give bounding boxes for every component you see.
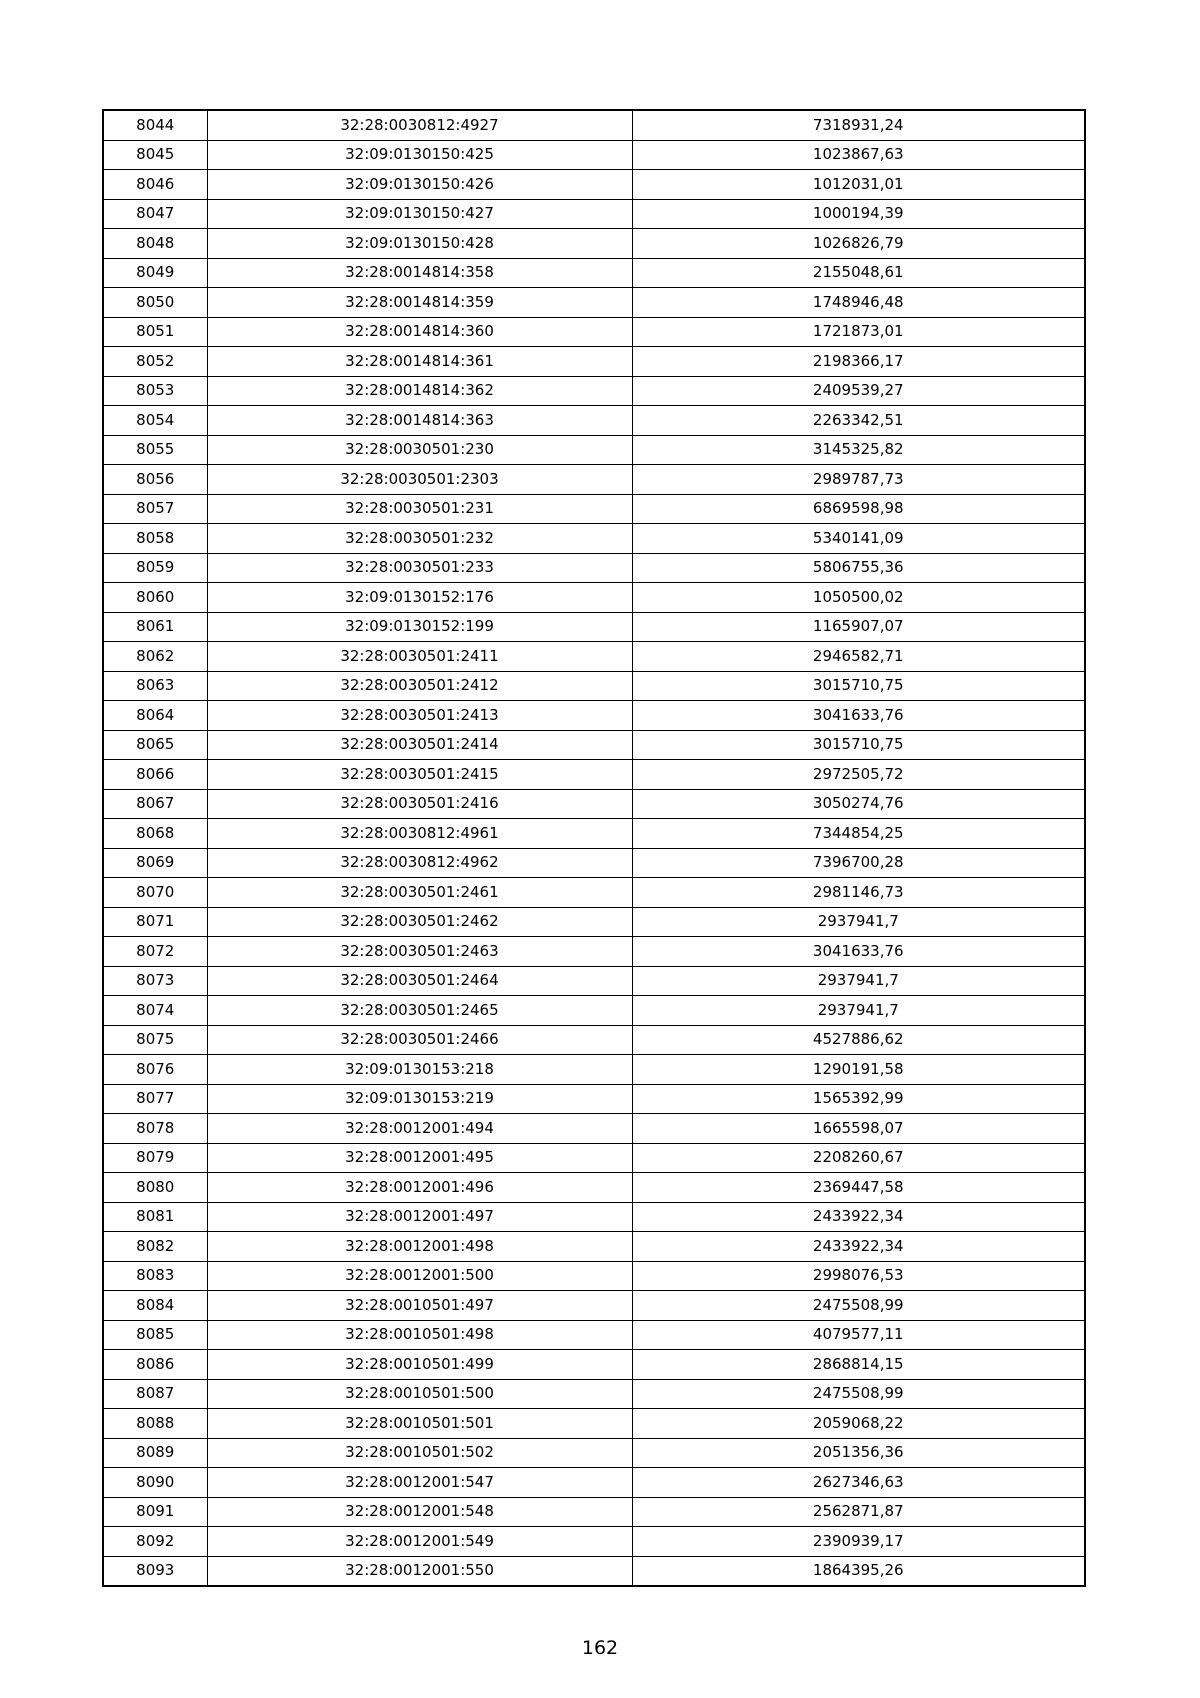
row-number-cell: 8055 — [103, 435, 207, 465]
cadastral-number-cell: 32:28:0030812:4927 — [207, 110, 632, 140]
cadastral-number-cell: 32:28:0030501:2412 — [207, 671, 632, 701]
row-number-cell: 8046 — [103, 170, 207, 200]
table-row — [103, 435, 1085, 465]
table-row — [103, 1527, 1085, 1557]
row-number-cell: 8088 — [103, 1409, 207, 1439]
cadastral-number-cell: 32:28:0030501:2413 — [207, 701, 632, 731]
cadastral-number-cell: 32:09:0130150:427 — [207, 199, 632, 229]
value-cell: 1165907,07 — [632, 612, 1085, 642]
row-number-cell: 8085 — [103, 1320, 207, 1350]
table-row — [103, 1497, 1085, 1527]
table-row — [103, 1291, 1085, 1321]
table-row — [103, 907, 1085, 937]
row-number-cell: 8066 — [103, 760, 207, 790]
value-cell: 2198366,17 — [632, 347, 1085, 377]
value-cell: 2390939,17 — [632, 1527, 1085, 1557]
row-number-cell: 8062 — [103, 642, 207, 672]
table-row — [103, 1468, 1085, 1498]
row-number-cell: 8053 — [103, 376, 207, 406]
row-number-cell: 8065 — [103, 730, 207, 760]
row-number-cell: 8060 — [103, 583, 207, 613]
cadastral-number-cell: 32:09:0130152:199 — [207, 612, 632, 642]
value-cell: 4079577,11 — [632, 1320, 1085, 1350]
row-number-cell: 8048 — [103, 229, 207, 259]
row-number-cell: 8050 — [103, 288, 207, 318]
table-row — [103, 819, 1085, 849]
table-row — [103, 170, 1085, 200]
cadastral-number-cell: 32:28:0030501:2464 — [207, 966, 632, 996]
value-cell: 2263342,51 — [632, 406, 1085, 436]
row-number-cell: 8082 — [103, 1232, 207, 1262]
table-row — [103, 465, 1085, 495]
cadastral-number-cell: 32:28:0030501:2411 — [207, 642, 632, 672]
table-row — [103, 996, 1085, 1026]
value-cell: 3015710,75 — [632, 730, 1085, 760]
table-row — [103, 1379, 1085, 1409]
cadastral-number-cell: 32:09:0130150:428 — [207, 229, 632, 259]
table-row — [103, 1084, 1085, 1114]
row-number-cell: 8044 — [103, 110, 207, 140]
table-row — [103, 1350, 1085, 1380]
row-number-cell: 8080 — [103, 1173, 207, 1203]
cadastral-number-cell: 32:28:0012001:500 — [207, 1261, 632, 1291]
value-cell: 2475508,99 — [632, 1291, 1085, 1321]
value-cell: 1000194,39 — [632, 199, 1085, 229]
cadastral-number-cell: 32:28:0030501:2461 — [207, 878, 632, 908]
row-number-cell: 8061 — [103, 612, 207, 642]
value-cell: 2409539,27 — [632, 376, 1085, 406]
table-row — [103, 1261, 1085, 1291]
cadastral-number-cell: 32:28:0012001:549 — [207, 1527, 632, 1557]
row-number-cell: 8075 — [103, 1025, 207, 1055]
table-row — [103, 494, 1085, 524]
table-row — [103, 110, 1085, 140]
value-cell: 1565392,99 — [632, 1084, 1085, 1114]
cadastral-number-cell: 32:28:0014814:362 — [207, 376, 632, 406]
cadastral-number-cell: 32:09:0130150:426 — [207, 170, 632, 200]
cadastral-number-cell: 32:28:0030501:2414 — [207, 730, 632, 760]
table-row — [103, 1320, 1085, 1350]
table-row — [103, 199, 1085, 229]
cadastral-number-cell: 32:28:0030501:2465 — [207, 996, 632, 1026]
row-number-cell: 8056 — [103, 465, 207, 495]
table-row — [103, 760, 1085, 790]
cadastral-number-cell: 32:28:0030501:2466 — [207, 1025, 632, 1055]
cadastral-number-cell: 32:09:0130150:425 — [207, 140, 632, 170]
row-number-cell: 8073 — [103, 966, 207, 996]
row-number-cell: 8064 — [103, 701, 207, 731]
table-row — [103, 1143, 1085, 1173]
value-cell: 2937941,7 — [632, 907, 1085, 937]
value-cell: 3145325,82 — [632, 435, 1085, 465]
table-row — [103, 229, 1085, 259]
value-cell: 7318931,24 — [632, 110, 1085, 140]
table-row — [103, 1173, 1085, 1203]
table-row — [103, 288, 1085, 318]
table-row — [103, 671, 1085, 701]
row-number-cell: 8071 — [103, 907, 207, 937]
value-cell: 2868814,15 — [632, 1350, 1085, 1380]
table-row — [103, 524, 1085, 554]
row-number-cell: 8054 — [103, 406, 207, 436]
page-number: 162 — [581, 1637, 619, 1659]
row-number-cell: 8047 — [103, 199, 207, 229]
row-number-cell: 8091 — [103, 1497, 207, 1527]
cadastral-number-cell: 32:28:0014814:359 — [207, 288, 632, 318]
value-cell: 1290191,58 — [632, 1055, 1085, 1085]
value-cell: 2475508,99 — [632, 1379, 1085, 1409]
value-cell: 5340141,09 — [632, 524, 1085, 554]
cadastral-number-cell: 32:09:0130152:176 — [207, 583, 632, 613]
row-number-cell: 8058 — [103, 524, 207, 554]
value-cell: 2937941,7 — [632, 996, 1085, 1026]
cadastral-number-cell: 32:28:0010501:502 — [207, 1438, 632, 1468]
value-cell: 2155048,61 — [632, 258, 1085, 288]
row-number-cell: 8051 — [103, 317, 207, 347]
value-cell: 1026826,79 — [632, 229, 1085, 259]
cadastral-number-cell: 32:28:0012001:497 — [207, 1202, 632, 1232]
table-row — [103, 1202, 1085, 1232]
cadastral-number-cell: 32:28:0012001:548 — [207, 1497, 632, 1527]
row-number-cell: 8072 — [103, 937, 207, 967]
value-cell: 2937941,7 — [632, 966, 1085, 996]
value-cell: 1050500,02 — [632, 583, 1085, 613]
cadastral-number-cell: 32:28:0030501:2415 — [207, 760, 632, 790]
row-number-cell: 8090 — [103, 1468, 207, 1498]
value-cell: 1748946,48 — [632, 288, 1085, 318]
cadastral-number-cell: 32:28:0012001:550 — [207, 1556, 632, 1586]
cadastral-number-cell: 32:28:0010501:500 — [207, 1379, 632, 1409]
cadastral-number-cell: 32:28:0030501:232 — [207, 524, 632, 554]
cadastral-number-cell: 32:28:0030501:230 — [207, 435, 632, 465]
table-row — [103, 1438, 1085, 1468]
table-row — [103, 1025, 1085, 1055]
cadastral-number-cell: 32:28:0012001:496 — [207, 1173, 632, 1203]
value-cell: 2972505,72 — [632, 760, 1085, 790]
row-number-cell: 8057 — [103, 494, 207, 524]
row-number-cell: 8074 — [103, 996, 207, 1026]
value-cell: 4527886,62 — [632, 1025, 1085, 1055]
row-number-cell: 8068 — [103, 819, 207, 849]
value-cell: 7344854,25 — [632, 819, 1085, 849]
cadastral-number-cell: 32:28:0014814:360 — [207, 317, 632, 347]
value-cell: 2369447,58 — [632, 1173, 1085, 1203]
table-row — [103, 612, 1085, 642]
cadastral-number-cell: 32:09:0130153:219 — [207, 1084, 632, 1114]
cadastral-number-cell: 32:28:0014814:363 — [207, 406, 632, 436]
row-number-cell: 8077 — [103, 1084, 207, 1114]
value-cell: 5806755,36 — [632, 553, 1085, 583]
table-row — [103, 789, 1085, 819]
value-cell: 1012031,01 — [632, 170, 1085, 200]
cadastral-number-cell: 32:28:0030501:233 — [207, 553, 632, 583]
table-row — [103, 406, 1085, 436]
value-cell: 2433922,34 — [632, 1202, 1085, 1232]
cadastral-number-cell: 32:28:0030812:4962 — [207, 848, 632, 878]
row-number-cell: 8084 — [103, 1291, 207, 1321]
value-cell: 2998076,53 — [632, 1261, 1085, 1291]
table-row — [103, 1114, 1085, 1144]
row-number-cell: 8093 — [103, 1556, 207, 1586]
row-number-cell: 8059 — [103, 553, 207, 583]
table-row — [103, 376, 1085, 406]
value-cell: 7396700,28 — [632, 848, 1085, 878]
value-cell: 2562871,87 — [632, 1497, 1085, 1527]
cadastral-number-cell: 32:28:0014814:358 — [207, 258, 632, 288]
value-cell: 2208260,67 — [632, 1143, 1085, 1173]
table-row — [103, 317, 1085, 347]
cadastral-number-cell: 32:28:0030501:2303 — [207, 465, 632, 495]
table-row — [103, 937, 1085, 967]
row-number-cell: 8063 — [103, 671, 207, 701]
cadastral-number-cell: 32:28:0010501:499 — [207, 1350, 632, 1380]
value-cell: 6869598,98 — [632, 494, 1085, 524]
cadastral-values-table — [102, 109, 1086, 1587]
row-number-cell: 8052 — [103, 347, 207, 377]
cadastral-number-cell: 32:28:0014814:361 — [207, 347, 632, 377]
row-number-cell: 8092 — [103, 1527, 207, 1557]
table-row — [103, 583, 1085, 613]
value-cell: 2946582,71 — [632, 642, 1085, 672]
cadastral-number-cell: 32:28:0030501:231 — [207, 494, 632, 524]
table-row — [103, 1556, 1085, 1586]
value-cell: 1721873,01 — [632, 317, 1085, 347]
cadastral-number-cell: 32:28:0030812:4961 — [207, 819, 632, 849]
table-row — [103, 1232, 1085, 1262]
table-row — [103, 701, 1085, 731]
table-row — [103, 878, 1085, 908]
row-number-cell: 8070 — [103, 878, 207, 908]
cadastral-number-cell: 32:28:0012001:495 — [207, 1143, 632, 1173]
table-row — [103, 258, 1085, 288]
cadastral-number-cell: 32:28:0030501:2462 — [207, 907, 632, 937]
table-row — [103, 730, 1085, 760]
table-row — [103, 1409, 1085, 1439]
table-row — [103, 642, 1085, 672]
table-row — [103, 553, 1085, 583]
cadastral-number-cell: 32:28:0012001:494 — [207, 1114, 632, 1144]
value-cell: 3050274,76 — [632, 789, 1085, 819]
table-row — [103, 347, 1085, 377]
value-cell: 2627346,63 — [632, 1468, 1085, 1498]
row-number-cell: 8067 — [103, 789, 207, 819]
value-cell: 2981146,73 — [632, 878, 1085, 908]
row-number-cell: 8079 — [103, 1143, 207, 1173]
value-cell: 3015710,75 — [632, 671, 1085, 701]
value-cell: 2989787,73 — [632, 465, 1085, 495]
row-number-cell: 8086 — [103, 1350, 207, 1380]
row-number-cell: 8087 — [103, 1379, 207, 1409]
table-row — [103, 1055, 1085, 1085]
value-cell: 2059068,22 — [632, 1409, 1085, 1439]
row-number-cell: 8049 — [103, 258, 207, 288]
value-cell: 3041633,76 — [632, 701, 1085, 731]
cadastral-number-cell: 32:28:0030501:2463 — [207, 937, 632, 967]
row-number-cell: 8089 — [103, 1438, 207, 1468]
cadastral-number-cell: 32:28:0010501:498 — [207, 1320, 632, 1350]
value-cell: 1665598,07 — [632, 1114, 1085, 1144]
row-number-cell: 8078 — [103, 1114, 207, 1144]
cadastral-number-cell: 32:28:0030501:2416 — [207, 789, 632, 819]
table-row — [103, 848, 1085, 878]
value-cell: 3041633,76 — [632, 937, 1085, 967]
row-number-cell: 8069 — [103, 848, 207, 878]
value-cell: 2051356,36 — [632, 1438, 1085, 1468]
value-cell: 1023867,63 — [632, 140, 1085, 170]
table-body — [103, 110, 1085, 1586]
cadastral-number-cell: 32:09:0130153:218 — [207, 1055, 632, 1085]
row-number-cell: 8081 — [103, 1202, 207, 1232]
cadastral-number-cell: 32:28:0010501:497 — [207, 1291, 632, 1321]
cadastral-number-cell: 32:28:0012001:498 — [207, 1232, 632, 1262]
row-number-cell: 8076 — [103, 1055, 207, 1085]
value-cell: 2433922,34 — [632, 1232, 1085, 1262]
row-number-cell: 8045 — [103, 140, 207, 170]
value-cell: 1864395,26 — [632, 1556, 1085, 1586]
table-row — [103, 966, 1085, 996]
cadastral-number-cell: 32:28:0012001:547 — [207, 1468, 632, 1498]
cadastral-number-cell: 32:28:0010501:501 — [207, 1409, 632, 1439]
row-number-cell: 8083 — [103, 1261, 207, 1291]
table-row — [103, 140, 1085, 170]
